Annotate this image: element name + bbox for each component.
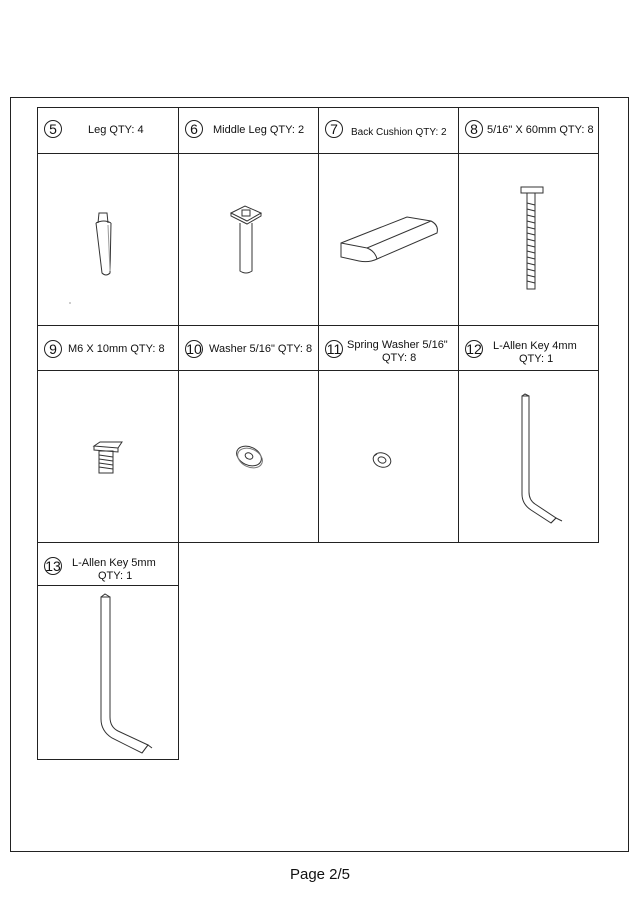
- part-label: M6 X 10mm QTY: 8: [68, 343, 165, 355]
- part-label-qty: QTY: 8: [382, 352, 417, 364]
- page-number: Page 2/5: [289, 866, 351, 883]
- part-number-badge: 12: [466, 341, 482, 357]
- bolt-60mm-illustration: [459, 153, 598, 325]
- part-number-badge: 7: [325, 120, 343, 138]
- part-label: Back Cushion QTY: 2: [351, 127, 447, 138]
- part-number-badge: 5: [44, 120, 62, 138]
- part-header: [459, 326, 598, 371]
- part-header: [179, 326, 318, 371]
- back-cushion-illustration: [319, 153, 458, 325]
- part-header: [319, 108, 458, 154]
- bolt-m6-illustration: [38, 370, 178, 542]
- part-header: [38, 543, 178, 586]
- part-header: [38, 326, 178, 371]
- part-label-qty: QTY: 1: [519, 353, 554, 365]
- middle-leg-illustration: [179, 153, 318, 325]
- part-label: 5/16" X 60mm QTY: 8: [487, 124, 594, 136]
- part-cell-8: [458, 107, 599, 326]
- part-number-badge: 8: [465, 120, 483, 138]
- part-label: Spring Washer 5/16": [347, 339, 448, 351]
- part-label: Leg QTY: 4: [88, 124, 144, 136]
- part-number-badge: 10: [186, 341, 202, 357]
- part-header: [459, 108, 598, 154]
- part-cell-10: [178, 325, 319, 543]
- leg-illustration: [38, 153, 178, 325]
- part-cell-9: [37, 325, 179, 543]
- part-label: Washer 5/16" QTY: 8: [209, 343, 313, 355]
- part-cell-7: [318, 107, 459, 326]
- part-header: [319, 326, 458, 371]
- part-cell-5: [37, 107, 179, 326]
- part-cell-12: [458, 325, 599, 543]
- part-header: [179, 108, 318, 154]
- part-number-badge: 9: [44, 340, 62, 358]
- part-number-badge: 13: [45, 558, 61, 574]
- part-label: L-Allen Key 5mm: [72, 557, 156, 569]
- part-label: L-Allen Key 4mm: [493, 340, 577, 352]
- washer-illustration: [179, 370, 318, 542]
- allen-key-5mm-illustration: [38, 585, 178, 759]
- part-label: Middle Leg QTY: 2: [213, 124, 305, 136]
- allen-key-4mm-illustration: [459, 370, 598, 542]
- spring-washer-illustration: [319, 370, 458, 542]
- part-cell-13: [37, 542, 179, 760]
- part-cell-6: [178, 107, 319, 326]
- part-number-badge: 6: [185, 120, 203, 138]
- part-label-qty: QTY: 1: [98, 570, 133, 582]
- part-number-badge: 11: [326, 341, 342, 357]
- part-cell-11: [318, 325, 459, 543]
- part-header: [38, 108, 178, 154]
